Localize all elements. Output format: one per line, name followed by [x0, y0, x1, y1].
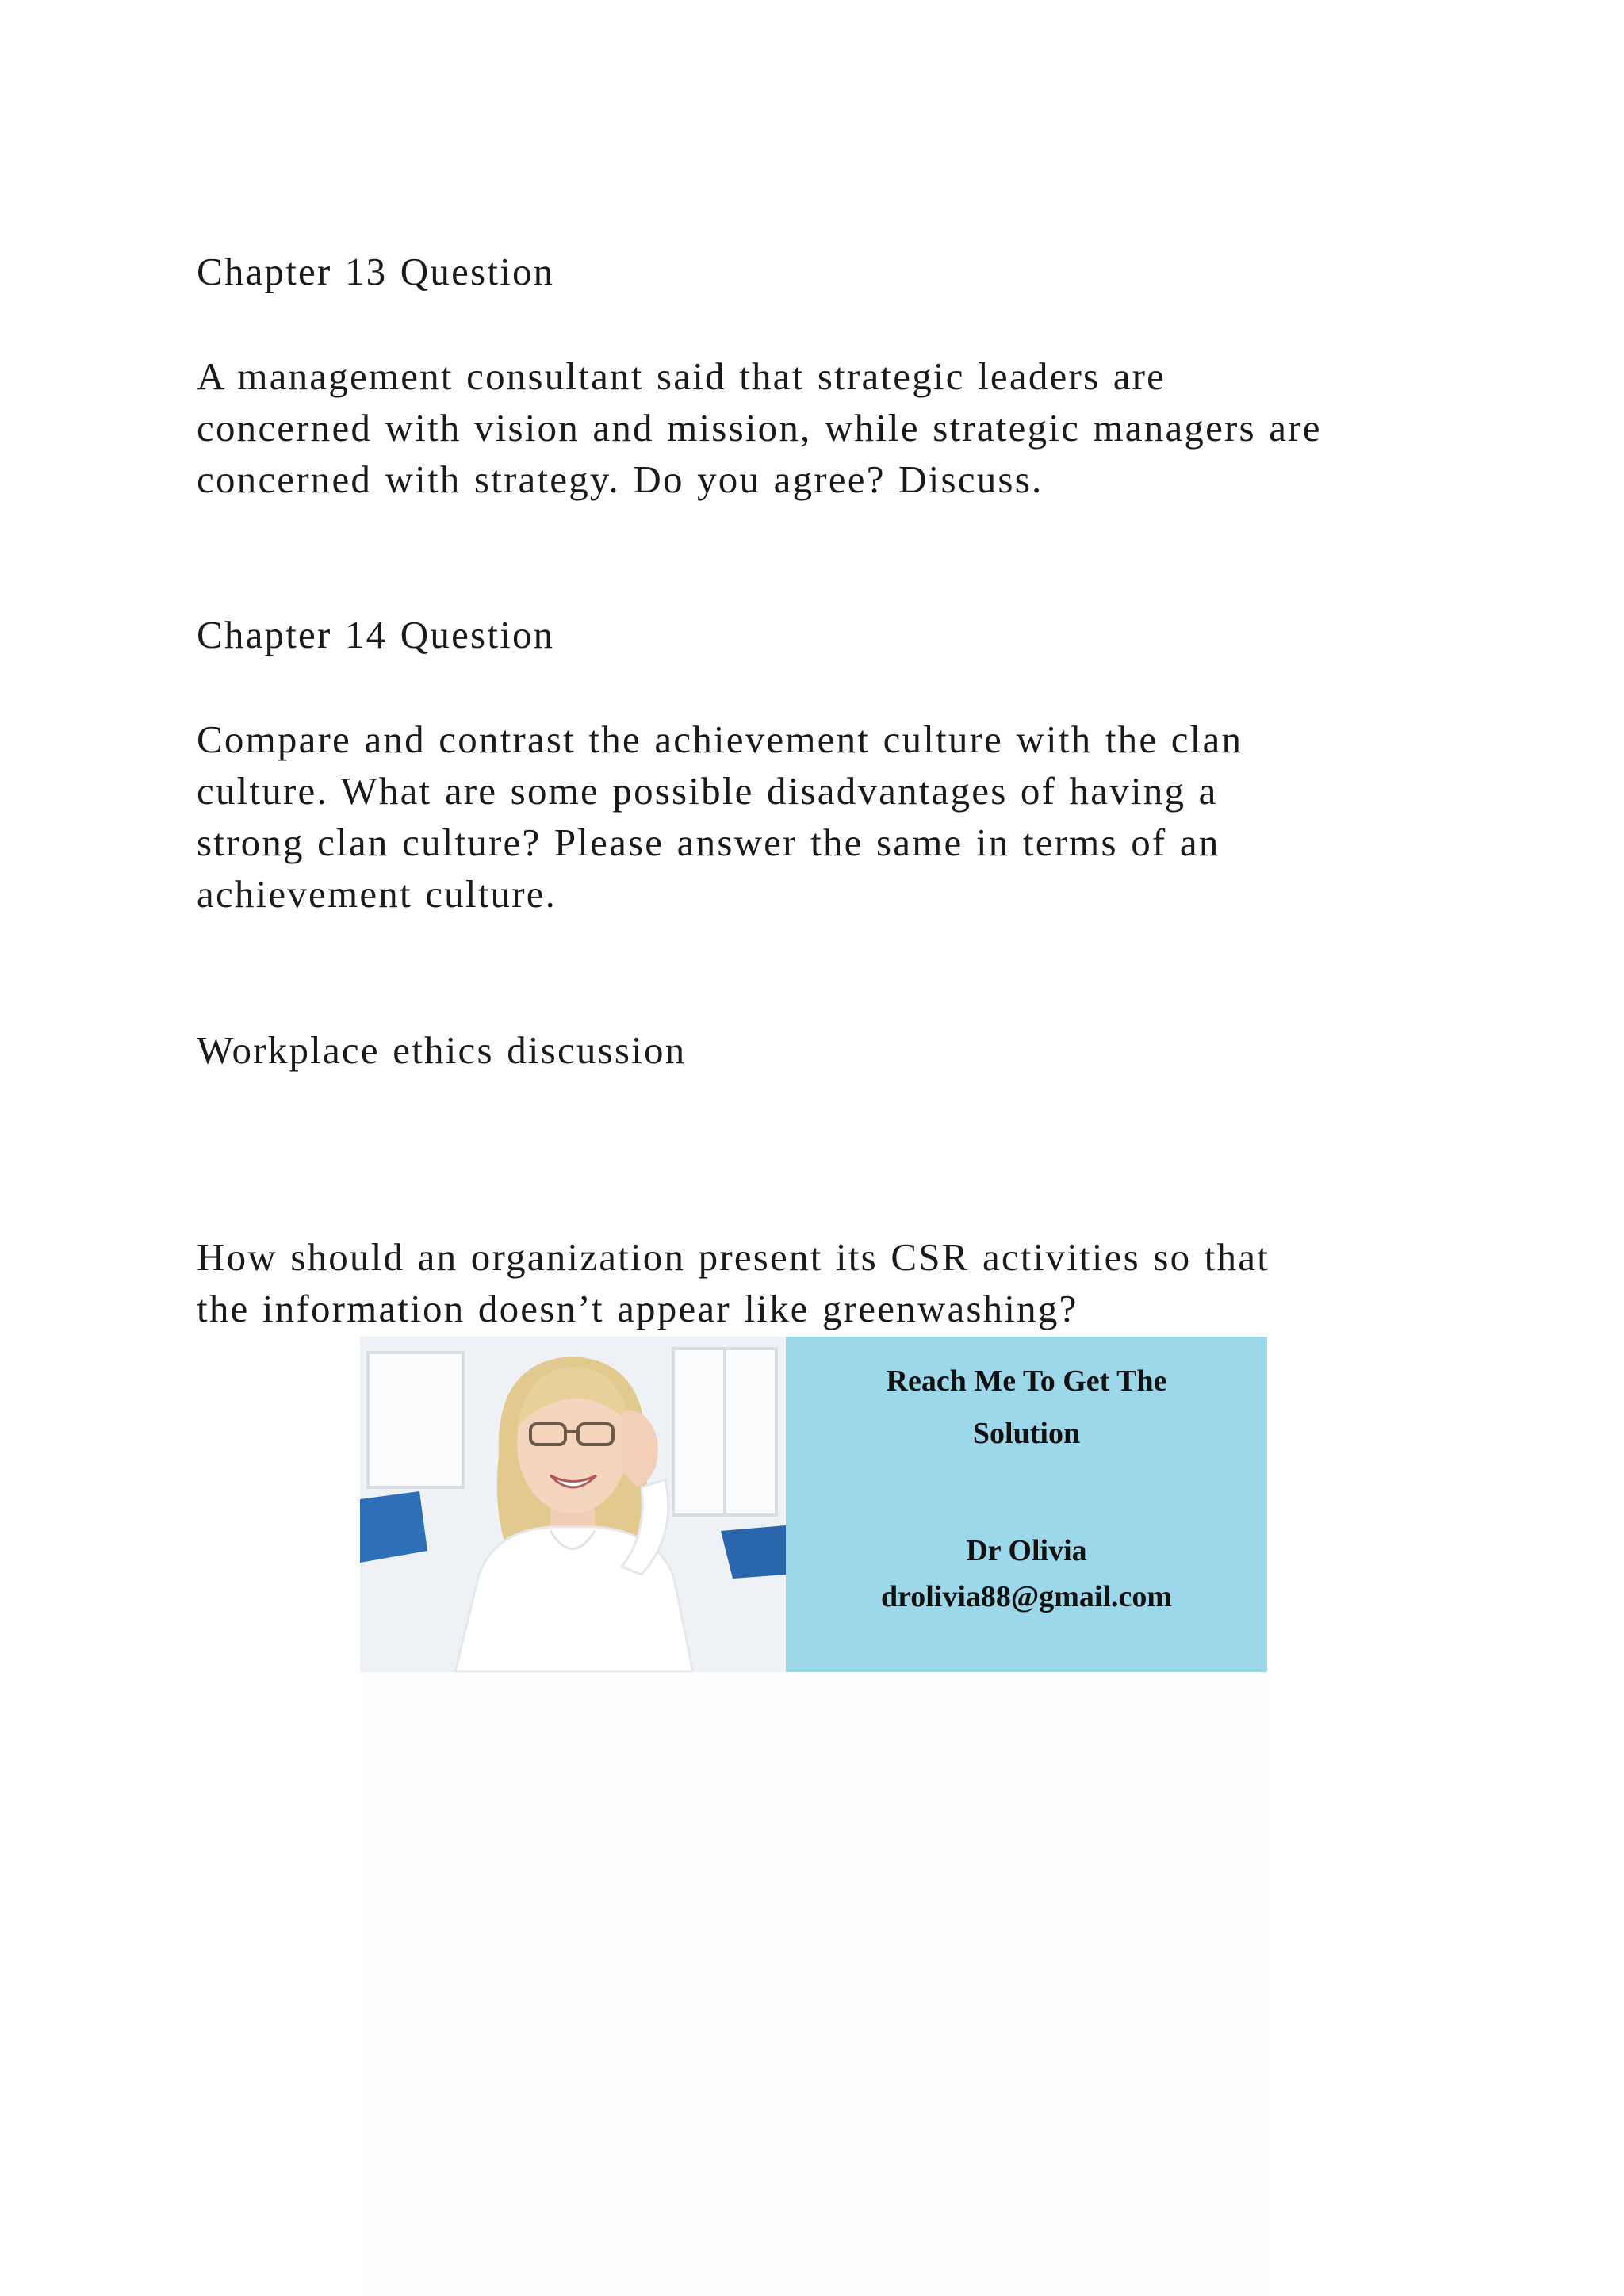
body-line: concerned with vision and mission, while strategic managers are: [197, 406, 1322, 450]
contact-banner: [360, 1337, 1267, 1672]
section-body-workplace-ethics: [197, 1231, 1465, 1334]
contact-panel: [786, 1337, 1267, 1672]
body-line: How should an organization present its CSR activities so that: [197, 1235, 1270, 1279]
body-line: culture. What are some possible disadvantages of having a: [197, 769, 1218, 813]
portrait-illustration: [360, 1337, 786, 1672]
blank-lower-area: [360, 1672, 1267, 2296]
body-line: Compare and contrast the achievement culture with the clan: [197, 718, 1243, 761]
body-line: the information doesn’t appear like greenwashing?: [197, 1287, 1078, 1330]
section-heading-chapter-14: [197, 609, 1465, 660]
section-body-chapter-13: [197, 350, 1465, 505]
body-line: achievement culture.: [197, 872, 557, 916]
banner-line-1: Reach Me To Get The: [886, 1364, 1167, 1398]
contact-name: Dr Olivia: [966, 1534, 1087, 1567]
body-line: concerned with strategy. Do you agree? Discuss.: [197, 457, 1044, 501]
woman-photo-image: [360, 1337, 786, 1672]
heading-text: Chapter 13 Question: [197, 250, 555, 293]
banner-line-2: Solution: [972, 1417, 1081, 1450]
body-line: strong clan culture? Please answer the same in terms of an: [197, 821, 1220, 864]
heading-text: Workplace ethics discussion: [197, 1028, 687, 1072]
body-line: A management consultant said that strategic leaders are: [197, 354, 1166, 398]
section-heading-workplace-ethics: [197, 1024, 1465, 1076]
section-body-chapter-14: [197, 714, 1465, 920]
section-heading-chapter-13: [197, 246, 1465, 297]
contact-email: drolivia88@gmail.com: [880, 1580, 1173, 1613]
heading-text: Chapter 14 Question: [197, 613, 555, 656]
